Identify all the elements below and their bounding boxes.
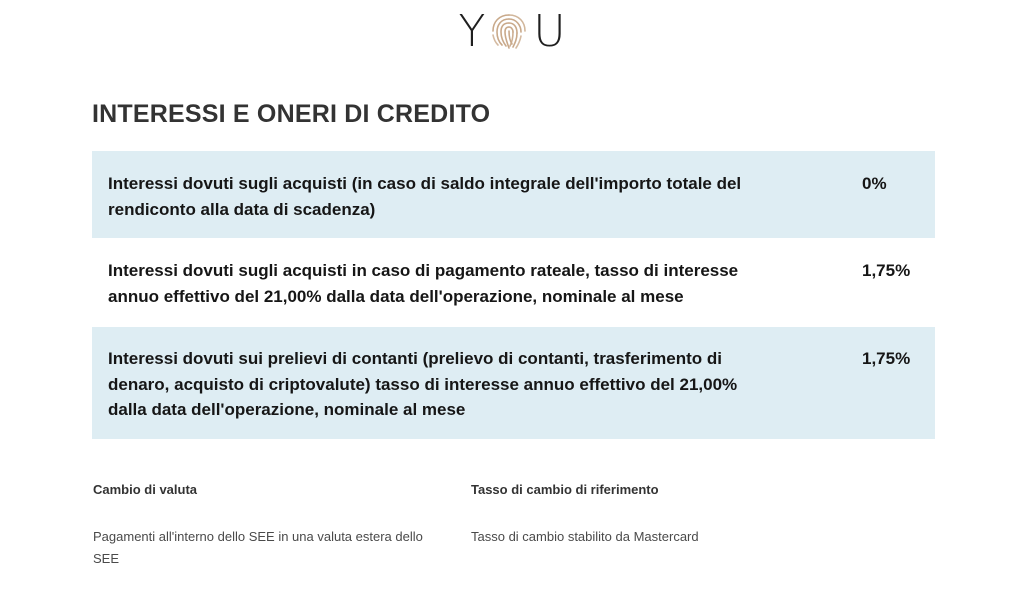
page-title: INTERESSI E ONERI DI CREDITO xyxy=(92,100,491,128)
exchange-right-header: Tasso di cambio di riferimento xyxy=(471,482,659,497)
exchange-left-text: Pagamenti all'interno dello SEE in una valuta estera dello SEE xyxy=(93,529,423,566)
rate-description: Interessi dovuti sugli acquisti (in caso di saldo integrale dell'importo totale del rendiconto alla data di scadenza) xyxy=(108,174,742,219)
rate-value: 0% xyxy=(862,174,887,193)
rate-description: Interessi dovuti sui prelievi di contanti (prelievo di contanti, trasferimento di denaro, acquisto di criptovalute) tasso di interesse annuo effettivo del 21,00% dalla data dell'operazione, nominale al mese xyxy=(108,349,738,419)
fingerprint-icon xyxy=(489,12,529,52)
rate-row xyxy=(92,151,935,238)
exchange-right-text: Tasso di cambio stabilito da Mastercard xyxy=(471,529,699,544)
rates-table xyxy=(92,151,935,439)
rate-row xyxy=(92,238,935,327)
exchange-left-header: Cambio di valuta xyxy=(93,482,198,497)
logo-letter-u: U xyxy=(533,6,566,57)
rate-row xyxy=(92,327,935,439)
rate-description: Interessi dovuti sugli acquisti in caso di pagamento rateale, tasso di interesse annuo effettivo del 21,00% dalla data dell'operazione, nominale al mese xyxy=(108,261,739,306)
rate-value: 1,75% xyxy=(862,261,911,280)
rate-value: 1,75% xyxy=(862,349,911,368)
brand-logo xyxy=(0,8,1024,56)
logo-letter-y: Y xyxy=(458,6,486,57)
